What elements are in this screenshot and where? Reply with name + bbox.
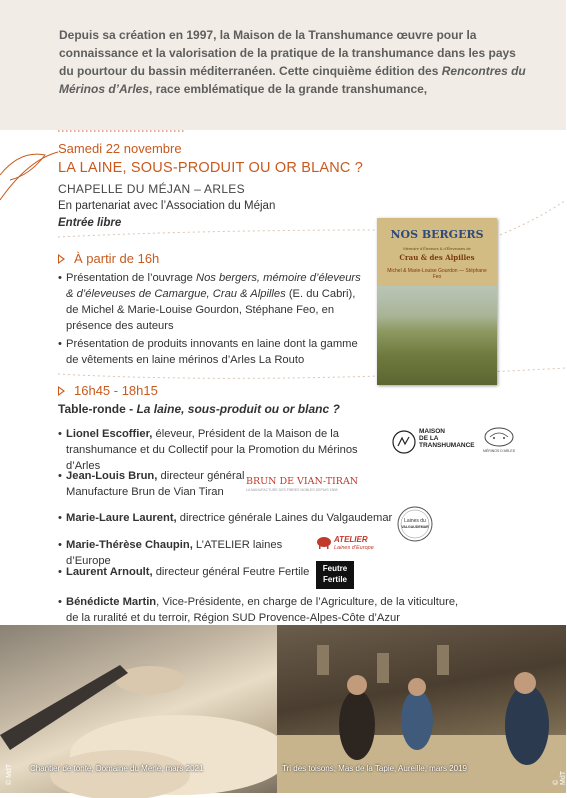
footer-photos <box>0 625 566 793</box>
speaker-item <box>58 510 398 526</box>
copyright-left: © MdT <box>6 763 13 785</box>
event-partner: En partenariat avec l’Association du Méjan <box>58 200 276 212</box>
feutre-line-1: Feutre <box>322 564 348 573</box>
book-landscape-image <box>377 286 497 385</box>
maison-line-2: DE LA <box>419 435 439 442</box>
speaker-desc: directeur général Manufacture Brun de Vian Tiran <box>66 470 245 498</box>
bullet1-text-a: Présentation de l’ouvrage <box>66 272 196 284</box>
bullet-icon: • <box>58 566 62 578</box>
speaker-desc: directrice générale Laines du Valgaudemar <box>176 512 393 524</box>
brun-logo-sub: LA MANUFACTURE DES FIBRES NOBLES DEPUIS 1808 <box>246 488 338 492</box>
speaker-item <box>58 594 468 626</box>
sheep-icon <box>316 535 332 549</box>
bullet-icon: • <box>58 428 62 440</box>
atelier-laines-europe-logo <box>316 533 380 557</box>
maison-line-3: TRANSHUMANCE <box>419 442 475 449</box>
speaker-desc: directeur général Feutre Fertile <box>152 566 310 578</box>
caption-right: Tri des toisons, Mas de la Tapie, Aureille, mars 2019 <box>282 764 467 773</box>
bullet2-text: Présentation de produits innovants en laine dont la gamme de vêtements en laine mérinos d’Arles La Routo <box>66 338 358 366</box>
speaker-desc: , Vice-Présidente, en charge de l’Agriculture, de la viticulture, de la ruralité et du terroir, Région SUD Provence-Alpes-Côte d’Azur <box>66 596 459 624</box>
maison-transhumance-logo <box>392 428 475 456</box>
laines-valgaudemar-logo <box>396 505 434 543</box>
session1-bullet-1 <box>58 270 368 334</box>
speaker-name: Laurent Arnoult, <box>66 566 153 578</box>
atelier-line-2: Laines d’Europe <box>334 545 374 551</box>
bullet-icon: • <box>58 470 62 482</box>
valgaudemar-badge <box>396 505 434 543</box>
event-venue: CHAPELLE DU MÉJAN – ARLES <box>58 182 245 196</box>
copyright-right: © MdT <box>553 771 567 785</box>
book-title: NOS BERGERS <box>390 228 484 241</box>
caption-left: Chantier de tonte, Domaine du Merle, mars 2021 <box>30 764 204 773</box>
bullet-icon: • <box>58 512 62 524</box>
round-table-heading <box>58 402 340 416</box>
atelier-line-1: ATELIER <box>334 535 368 544</box>
bullet-icon: • <box>58 338 62 350</box>
session1-time <box>58 251 159 266</box>
intro-text-part1: Depuis sa création en 1997, la Maison de la Transhumance œuvre pour la connaissance et la valorisation de la pratique de la transhumance dans les pays du pourtour du bassin méditerranéen. Cette cinquième édition des <box>59 28 516 78</box>
maison-logo-icon <box>392 430 416 454</box>
intro-text-part2: , race emblématique de la grande transhumance, <box>149 82 428 96</box>
session1-time-label: À partir de 16h <box>74 251 160 266</box>
session1-bullet-2 <box>58 336 368 368</box>
feutre-fertile-logo <box>316 561 354 589</box>
merinos-arles-logo <box>482 425 516 455</box>
speaker-item <box>58 468 248 500</box>
valgaudemar-line-1: Laines du <box>404 518 426 524</box>
sheep-icon <box>482 425 516 451</box>
merinos-label: MÉRINOS D’ARLES <box>482 449 516 453</box>
feutre-line-2: Fertile <box>322 575 347 584</box>
photo-shearing <box>0 625 277 793</box>
intro-text-italic: Rencontres du Mérinos d’Arles <box>59 64 526 96</box>
book-authors: Michel & Marie-Louise Gourdon — Stéphane Feo <box>387 268 487 280</box>
book-cover-image <box>377 218 497 385</box>
speaker-name: Lionel Escoffier, <box>66 428 153 440</box>
speaker-item <box>58 426 388 474</box>
speaker-item <box>58 564 318 580</box>
arrow-icon <box>58 254 65 264</box>
session2-time <box>58 383 158 398</box>
arrow-icon <box>58 386 65 396</box>
round-title: La laine, sous-produit ou or blanc ? <box>136 402 340 416</box>
book-subtitle: Mémoire d’Éleveurs & d’Éleveuses de <box>403 246 471 251</box>
bullet1-text-b: (E. du Cabri), de Michel & Marie-Louise Gourdon, Stéphane Feo, en présence des auteurs <box>66 288 356 332</box>
bullet-icon: • <box>58 539 62 551</box>
book-subtitle-2: Crau & des Alpilles <box>399 253 475 262</box>
session2-time-label: 16h45 - 18h15 <box>74 383 158 398</box>
bullet-icon: • <box>58 596 62 608</box>
maison-line-1: MAISON <box>419 428 445 435</box>
bullet-icon: • <box>58 272 62 284</box>
brun-vian-tiran-logo <box>246 476 366 496</box>
photo-fleece-sorting <box>277 625 566 793</box>
speaker-name: Jean-Louis Brun, <box>66 470 158 482</box>
speaker-desc: éleveur, Président de la Maison de la transhumance et du Collectif pour la Promotion du Mérinos d’Arles <box>66 428 358 472</box>
event-date: Samedi 22 novembre <box>58 141 182 156</box>
speaker-name: Marie-Laure Laurent, <box>66 512 177 524</box>
event-entry: Entrée libre <box>58 217 122 229</box>
speaker-desc: L’ATELIER laines d’Europe <box>66 539 283 567</box>
valgaudemar-line-2: VALGAUDEMAR <box>401 525 429 529</box>
brun-logo-text: BRUN DE VIAN-TIRAN <box>246 476 359 487</box>
speaker-name: Marie-Thérèse Chaupin, <box>66 539 193 551</box>
event-title: LA LAINE, SOUS-PRODUIT OU OR BLANC ? <box>58 160 364 176</box>
bullet1-book-title: Nos bergers, mémoire d’éleveurs & d’éleveuses de Camargue, Crau & Alpilles <box>66 272 361 300</box>
speaker-name: Bénédicte Martin <box>66 596 157 608</box>
round-label: Table-ronde - <box>58 402 137 416</box>
